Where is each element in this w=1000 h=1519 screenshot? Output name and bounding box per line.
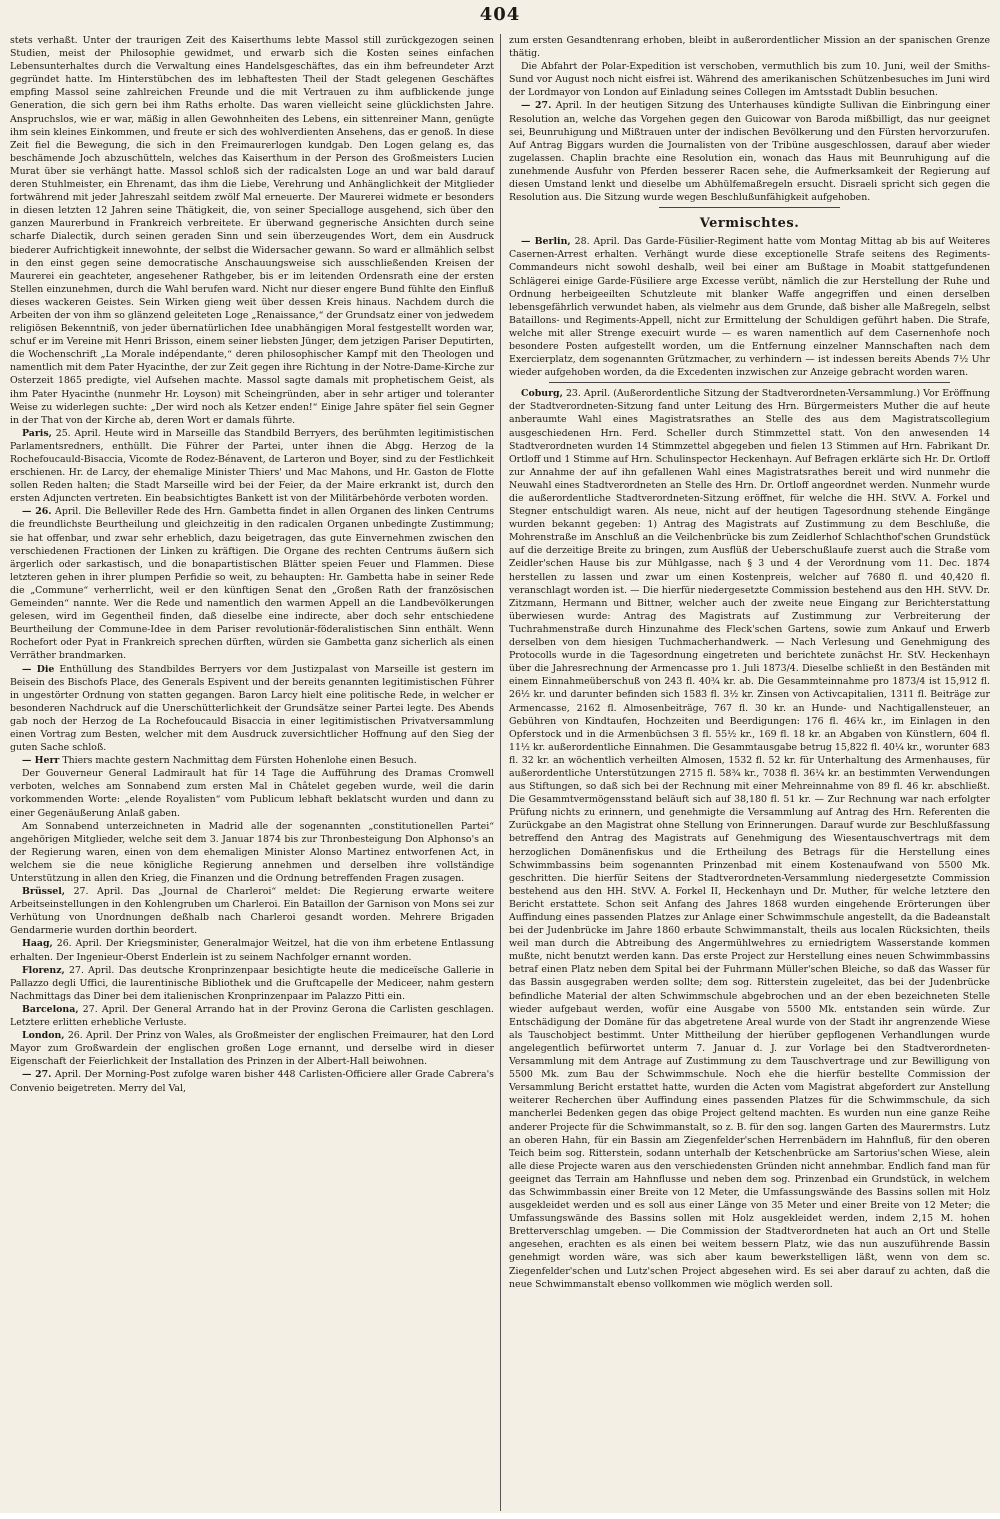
- paragraph-text: 27. April. Der General Arrando hat in der Provinz Gerona die Carlisten geschlagen. Letztere erlitten erhebliche Verluste.: [10, 1003, 494, 1029]
- dateline: Coburg,: [521, 388, 563, 400]
- divider: [549, 382, 950, 383]
- paragraph-text: 28. April. Das Garde-Füsilier-Regiment hatte vom Montag Mittag ab bis auf Weiteres Casernen-Arrest erhalten. Verhängt wurde diese exceptionelle Strafe seitens des Regiments-Commandeurs nicht sowohl deshalb, weil bei einer am Bußtage in Moabit stattgefundenen Schlägerei einige Garde-Füsiliere arge Excesse verübt, nämlich die zur Herstellung der Ruhe und Ordnung herbeigeeilten Schutzleute mit blanker Waffe angegriffen und einen derselben lebensgefährlich verwundet haben, als vielmehr aus dem Grunde, daß bisher alle Maßregeln, selbst Bataillons- und Regiments-Appell, nicht zur Ermittelung der Schuldigen geführt haben. Die Strafe, welche mit aller Strenge execuirt wurde — es waren namentlich auf dem Casernenhofe noch besondere Posten aufgestellt worden, um die Entfernung einzelner Mannschaften nach dem Exercierplatz, dem sogenannten Grützmacher, zu verhindern — ist indessen bereits Abends 7½ Uhr wieder aufgehoben worden, da die Excedenten inzwischen zur Anzeige gebracht worden waren.: [509, 236, 990, 379]
- dateline: — Berlin,: [521, 236, 571, 248]
- misc-section: [509, 235, 990, 379]
- paragraph-text: Thiers machte gestern Nachmittag dem Fürsten Hohenlohe einen Besuch.: [59, 755, 417, 767]
- paragraph-text: April. Die Belleviller Rede des Hrn. Gambetta findet in allen Organen des linken Centrums die freundlichste Beurtheilung und gleichzeitig in den radicalen Organen unbedingte Zustimmung; sie hat offenbar, und zwar sehr erheblich, dazu beigetragen, das gute Einvernehmen zwischen den verschiedenen Fractionen der Linken zu kräftigen. Die Organe des rechten Centrums äußern sich ärgerlich oder sarkastisch, und die bonapartistischen Blätter speien Feuer und Flammen. Diese letzteren gehen in ihrer plumpen Perfidie so weit, zu behaupten: Hr. Gambetta habe in seiner Rede die „Commune“ verherrlicht, weil er den künftigen Senat den „Großen Rath der französischen Gemeinden“ nannte. Wer die Rede und namentlich den warmen Appell an die Landbevölkerungen gelesen, wird im Gegentheil finden, daß dieselbe eine indirecte, aber doch sehr entschiedene Beurtheilung der Commune-Idee in dem Pariser revolutionär-föderalistischen Sinn enthält. Wenn Rochefort oder Pyat in Frankreich sprechen dürften, würden sie Gambetta ganz sicherlich als einen Verräther brandmarken.: [10, 506, 495, 662]
- dateline: London,: [22, 1030, 65, 1042]
- section-title: Vermischtes.: [699, 216, 800, 232]
- paragraph-text: Die Abfahrt der Polar-Expedition ist verschoben, vermuthlich bis zum 10. Juni, weil der Smiths-Sund vor August noch nicht eisfrei ist. Während des amerikanischen Schützenbesuches im Juni wird der Lordmayor von London auf Einladung seines Collegen im Amtsstadt Dublin besuchen.: [509, 61, 990, 99]
- paragraph-text: 27. April. Das „Journal de Charleroi“ meldet: Die Regierung erwarte weitere Arbeitseinstellungen in den Kohlengruben um Charleroi. Ein Bataillon der Garnison von Mons sei zur Verhütung von Unordnungen deßhalb nach Charleroi gesandt worden. Mehrere Brigaden Gendarmerie wurden dorthin beordert.: [10, 886, 494, 937]
- paragraph-text: Der Gouverneur General Ladmirault hat für 14 Tage die Aufführung des Dramas Cromwell verboten, welches am Sonnabend zum ersten Mal in Châtelet gegeben wurde, weil die darin vorkommenden Worte: „elende Royalisten“ vom Publicum lebhaft beklatscht wurden und dann zu einer Gegenäußerung Anlaß gaben.: [10, 768, 494, 819]
- page-number: 404: [479, 4, 521, 25]
- paragraph-text: Enthüllung des Standbildes Berryers vor dem Justizpalast von Marseille ist gestern im Beisein des Bischofs Place, des Generals Espivent und der bereits genannten legitimistischen Führer in ungestörter Ordnung von statten gegangen. Baron Larcy hielt eine politische Rede, in welcher er besonderen Nachdruck auf die Unerschütterlichkeit der Grundsätze seiner Partei legte. Des Abends gab noch der Herzog de La Rochefoucauld Bisaccia in einer legitimistischen Privatversammlung einen Vortrag zum Besten, welcher mit dem Ausdruck zuversichtlicher Hoffnung auf den Sieg der guten Sache schloß.: [10, 663, 495, 754]
- paragraph-text: zum ersten Gesandtenrang erhoben, bleibt in außerordentlicher Mission an der spanischen Grenze thätig.: [509, 35, 990, 60]
- paragraph-text: stets verhaßt. Unter der traurigen Zeit des Kaiserthums lebte Massol still zurückgezogen seinen Studien, meist der Philosophie gewidmet, und erwarb sich die Kosten seines einfachen Lebensunterhaltes durch die Verwaltung eines Handelsgeschäftes, das ein ihm befreundeter Arzt gegründet hatte. Im Hinterstübchen des im lebhaftesten Theil der Stadt gelegenen Geschäftes empfing Massol seine zahlreichen Freunde und die mit Vertrauen zu ihm aufblickende junge Generation, die sich gern bei ihm Raths erholte. Das waren vielleicht seine glücklichsten Jahre. Anspruchslos, wie er war, mäßig in allen Gewohnheiten des Lebens, ein sittenreiner Mann, genügte ihm sein kleines Einkommen, und freute er sich des wohlverdienten Ansehens, das er genoß. In diese Zeit fiel die Bewegung, die sich in den Freimaurerlogen kundgab. Den Logen gelang es, das beschämende Joch abzuschütteln, welches das Kaiserthum in der Person des Großmeisters Lucien Murat über sie verhängt hatte. Massol schloß sich der radicalsten Loge an und war bald darauf deren Stuhlmeister, ein Ehrenamt, das ihm die Liebe, Verehrung und Anhänglichkeit der Mitglieder fortwährend mit jeder Jahreszahl seitdem zwölf Mal erneuerte. Der Maurerei widmete er besonders in diesen letzten 12 Jahren seine Thätigkeit, die, von seiner Specialloge ausgehend, sich über den ganzen Maurerbund in Frankreich verbreitete. Er überwand gegnerische Ansichten durch seine scharfe Dialectik, durch seinen geraden Sinn und sein überzeugendes Wort, dem ein Ausdruck biederer Aufrichtigkeit innewohnte, der selbst die Widersacher gewann. So ward er allmählich selbst in den einst gegen seine democratische Anschauungsweise sich ausschließenden Kreisen der Maurerei ein geachteter, angesehener Rathgeber, bis er im leitenden Ordensrath eine der ersten Stellen einzunehmen, durch die Wahl berufen ward. Nicht nur dieser engere Bund fühlte den Einfluß dieses wackeren Geistes. Sein Wirken gieng weit über dessen Kreis hinaus. Nachdem durch die Arbeiten der von ihm so glänzend geleiteten Loge „Renaissance,“ der Grundsatz einer von jedwedem religiösen Bekenntniß, von jeder übernatürlichen Idee unabhängigen Moral festgestellt worden war, schuf er im Vereine mit Henri Brisson, einem seiner liebsten Jünger, dem jetzigen Pariser Deputirten, die Wochenschrift „La Morale indépendante,“ deren philosophischer Kampf mit den Theologen und namentlich mit dem Pater Hyacinthe, der zur Zeit gegen ihre Richtung in der Notre-Dame-Kirche zur Osterzeit 1865 predigte, viel Aufsehen machte. Massol sagte damals mit prophetischem Geist, als ihm Pater Hyacinthe (nunmehr Hr. Loyson) mit Scheingründen, aber in sehr artiger und toleranter Weise zu widerlegen suchte: „Der wird noch als Ketzer enden!“ Einige Jahre später fiel sein Gegner in der That von der Kirche ab, deren Wort er damals führte.: [10, 35, 494, 426]
- article-paragraph: [509, 60, 990, 99]
- dateline: Paris,: [22, 427, 52, 439]
- article-paragraph: [509, 235, 990, 379]
- article-paragraph: [10, 1068, 494, 1094]
- dateline: Barcelona,: [22, 1003, 79, 1015]
- article-paragraph: [10, 505, 494, 662]
- divider: [659, 207, 840, 208]
- paragraph-text: 26. April. Der Kriegsminister, Generalmajor Weitzel, hat die von ihm erbetene Entlassung erhalten. Der Ingenieur-Oberst Enderlein ist zu seinem Nachfolger ernannt worden.: [10, 938, 494, 963]
- dateline: Brüssel,: [22, 886, 66, 898]
- dateline: — Die: [22, 663, 55, 675]
- dateline: Haag,: [22, 938, 53, 950]
- article-paragraph: [509, 99, 990, 204]
- dateline: — 27.: [521, 100, 552, 112]
- coburg-section: [509, 387, 990, 1290]
- paragraph-text: 23. April. (Außerordentliche Sitzung der Stadtverordneten-Versammlung.) Vor Eröffnung der Stadtverordneten-Sitzung fand unter Leitung des Hrn. Bürgermeisters Muther die auf heute anberaumte Wahl eines Magistratsrathes an Stelle des aus dem Magistratscollegium ausgeschiedenen Hrn. Ferd. Scheller durch Stimmzettel statt. Von den anwesenden 14 Stadtverordneten wurden 14 Stimmzettel abgegeben und fielen 13 Stimmen auf Hrn. Fabrikant Dr. Ortloff und 1 Stimme auf Hrn. Schulinspector Heckenhayn. Auf Befragen erklärte sich Hr. Dr. Ortloff zur Annahme der auf ihn gefallenen Wahl eines Magistratsrathes bereit und wird nunmehr die Neuwahl eines Stadtverordneten an Stelle des Hrn. Dr. Ortloff angeordnet werden. Nunmehr wurde die außerordentliche Stadtverordneten-Sitzung eröffnet, für welche die HH. StVV. A. Forkel und Stegner entschuldigt waren. Als neue, nicht auf der heutigen Tagesordnung stehende Eingänge wurden bekannt gegeben: 1) Antrag des Magistrats auf Zustimmung zu dem Beschluße, die Mohrenstraße im Anschluß an die Veilchenbrücke bis zum Zeidlerhof Schlachthof'schen Grundstück auf die derzeitige Breite zu bringen, zum Ausflüß der Ueberschußlaufe zuerst auch die Straße vom Zeidler'schen Hause bis zur Mühlgasse, nach § 3 und 4 der Verordnung vom 11. Dec. 1874 herstellen zu lassen und zwar um einen Kostenpreis, welcher auf 7680 fl. und 40,420 fl. veranschlagt worden ist. — Die hierfür niedergesetzte Commission bestehend aus den HH. StVV. Dr. Zitzmann, Hermann und Bittner, welcher auch der zweite neue Eingang zur Berichterstattung überwiesen wurde: Antrag des Magistrats auf Zustimmung zur Verbreiterung der Tuchrahmenstraße durch Hinzunahme des Fleck'schen Gartens, sowie zum Ankauf und Erwerb derselben von dem hiesigen Tuchmacherhandwerk. — Nach Verlesung und Genehmigung des Protocolls wurde in die Tagesordnung eingetreten und berichtete zunächst Hr. StV. Heckenhayn über die Jahresrechnung der Armencasse pro 1. Juli 1873/4. Dieselbe schließt in den Beständen mit einem Einnahmeüberschuß von 243 fl. 40¾ kr. ab. Die Gesammteinnahme pro 1873/4 ist 15,912 fl. 26½ kr. und darunter befinden sich 1583 fl. 3½ kr. Zinsen von Activcapitalien, 1311 fl. Beiträge zur Armencasse, 2162 fl. Almosenbeiträge, 767 fl. 30 kr. an Hunde- und Nachtigallensteuer, an Gebühren von Kindtaufen, Hochzeiten und Beerdigungen: 176 fl. 46¼ kr., im Einlagen in den Opferstock und in die Armenbüchsen 3 fl. 55½ kr., 169 fl. 18 kr. an Abgaben von Künstlern, 604 fl. 11½ kr. außerordentliche Einnahmen. Die Gesammtausgabe betrug 15,822 fl. 40¼ kr., worunter 683 fl. 32 kr. an wöchentlich verheilten Almosen, 1532 fl. 52 kr. für Unterhaltung des Armenhauses, für außerordentliche Unterstützungen 2715 fl. 58¾ kr., 7038 fl. 36¼ kr. an bestimmten Verwendungen aus Stiftungen, so daß sich bei der Rechnung mit einer Mehreinnahme von 89 fl. 46 kr. abschließt. Die Gesammtvermögensstand beläuft sich auf 38,180 fl. 51 kr. — Zur Rechnung war nach erfolgter Prüfung nichts zu erinnern, und genehmigte die Versammlung auf Antrag des Hrn. Referenten die Zurückgabe an den Magistrat ohne Stellung von Erinnerungen. Darauf wurde zur Beschlußfassung betreffend den Antrag des Magistrats auf Genehmigung des Wiesentauschvertrags mit dem herzoglichen Domänenfiskus und die Ertheilung des Betrags für die Herstellung eines Schwimmbassins beim sogenannten Prinzenbad mit einem Kostenaufwand von 5500 Mk. geschritten. Die hierfür Seitens der Stadtverordneten-Versammlung niedergesetzte Commission bestehend aus den HH. StVV. A. Forkel II, Heckenhayn und Dr. Muther, für welche letztere den Bericht erstattete. Schon seit Anfang des Jahres 1868 wurden eingehende Erörterungen über Auffindung eines passenden Platzes zur Anlage einer Schwimmschule angestellt, da die Badeanstalt bei der Judenbrücke im Jahre 1860 erbaute Schwimmanstalt, theils aus localen Rücksichten, theils weil man durch die Abtreibung des Angermühlwehres zu erniedrigtem Wasserstande kommen mußte, nicht benutzt werden kann. Das erste Project zur Herstellung eines neuen Schwimmbassins betraf einen Platz neben dem Spital bei der Fuhrmann Müller'schen Bleiche, so daß das Wasser für das Bassin ausgegraben werden sollte; dem sog. Ritterstein zugeleitet, das bei der Judenbrücke befindliche Material der alten Schwimmschule abgebrochen und an der eben bezeichneten Stelle wieder aufgebaut werden, wofür eine Ausgabe von 5500 Mk. entstanden sein würde. Zur Entschädigung der Domäne für das abgetretene Areal wurde von der Stadt ihr angrenzende Wiese als Tauschobject bestimmt. Unter Mittheilung der hierüber gepflogenen Verhandlungen wurde angelegentlich befürwortet unterm 7. Januar d. J. zur Vorlage bei den Stadtverordneten-Versammlung mit dem Antrage auf Zustimmung zu dem Tauschvertrage und zur Bewilligung von 5500 Mk. zum Bau der Schwimmschule. Noch ehe die hierfür bestellte Commission der Versammlung Bericht erstattet hatte, wurden die Acten vom Magistrat abgefordert zur Anstellung weiterer Recherchen über Auffindung eines passenden Platzes für die Schwimmschule, da sich mancherlei Bedenken gegen das obige Project geltend machten. Es wurden nun eine ganze Reihe anderer Projecte für die Schwimmanstalt, so z. B. für den sog. langen Garten des Maurermstrs. Lutz an oberen Hahn, für ein Bassin am Ziegenfelder'schen Herrenbädern im Hahnfluß, für den oberen Teich beim sog. Ritterstein, sodann unterhalb der Ketschenbrücke am Sartorius'schen Wiese, alein alle diese Projecte waren aus den verschiedensten Gründen nicht annehmbar. Endlich fand man für geeignet das Terrain am Hahnflusse und neben dem sog. Prinzenbad ein Grundstück, in welchem das Schwimmbassin einer Breite von 12 Meter, die Umfassungswände des Bassins sollen mit Holz ausgekleidet werden und es soll aus einer Länge von 35 Meter und einer Breite von 12 Meter; die Umfassungswände des Bassins sollen mit Holz ausgekleidet werden, indem 2,15 M. hohen Bretterverschlag umgeben. — Die Commission der Stadtverordneten hat auch an Ort und Stelle angesehen, erachten es als einen bei weitem bessern Platz, wie das nun auszuführende Bassin genehmigt worden wäre, was sich aber kaum bewerkstelligen läßt, wenn von dem sc. Ziegenfelder'schen und Lutz'schen Project abgesehen wird. Es sei aber darauf zu achten, daß die neue Schwimmanstalt ebenso vollkommen wie möglich werden soll.: [509, 388, 990, 1290]
- article-paragraph: [10, 964, 494, 1003]
- paragraph-text: April. In der heutigen Sitzung des Unterhauses kündigte Sullivan die Einbringung einer Resolution an, welche das Vorgehen gegen den Guicowar von Baroda mißbilligt, das nur geeignet sei, Beunruhigung und Mißtrauen unter der indischen Bevölkerung und den Fürsten hervorzurufen. Auf Antrag Biggars wurden die Journalisten von der Tribüne ausgeschlossen, darauf aber wieder zugelassen. Chaplin brachte eine Resolution ein, wonach das Haus mit Beunruhigung auf die zunehmende Ausfuhr von Pferden besserer Racen sehe, die Aufmerksamkeit der Regierung auf diesen Umstand lenkt und dieselbe um Abhülfemaßregeln ersucht. Disraeli spricht sich gegen die Resolution aus. Die Sitzung wurde wegen Beschlußunfähigkeit aufgehoben.: [509, 100, 990, 204]
- article-paragraph: [10, 34, 494, 427]
- dateline: — Herr: [22, 755, 60, 767]
- article-paragraph: [10, 820, 494, 885]
- article-paragraph: [10, 767, 494, 819]
- article-paragraph: [10, 754, 494, 767]
- article-paragraph: [10, 1003, 494, 1029]
- paragraph-text: Am Sonnabend unterzeichneten in Madrid alle der sogenannten „constitutionellen Partei“ angehörigen Mitglieder, welche seit dem 3. Januar 1874 bis zur Thronbesteigung Don Alphonso's an der Regierung waren, einen von dem ehemaligen Minister Alonso Martinez entworfenen Act, in welchem sie die neue königliche Regierung annehmen und derselben ihre vollständige Unterstützung in allen den Krieg, die Finanzen und die Ordnung betreffenden Fragen zusagen.: [10, 820, 494, 884]
- article-paragraph: [10, 937, 494, 963]
- article-paragraph: [10, 427, 494, 506]
- paragraph-text: 27. April. Das deutsche Kronprinzenpaar besichtigte heute die mediceïsche Gallerie in Pallazzo degli Uffici, die laurentinische Bibliothek und die Gruftcapelle der Mediceer, nahm gestern Nachmittags das Diner bei dem italienischen Kronprinzenpaar im Palazzo Pitti ein.: [10, 964, 494, 1002]
- article-paragraph: [10, 885, 494, 937]
- article-paragraph: [10, 1029, 494, 1068]
- right-column: [500, 34, 990, 1511]
- paragraph-text: April. Der Morning-Post zufolge waren bisher 448 Carlisten-Officiere aller Grade Cabrera's Convenio beigetreten. Merry del Val,: [10, 1069, 494, 1094]
- right-column-top: [509, 34, 990, 204]
- dateline: — 26.: [22, 506, 52, 518]
- left-column: [10, 34, 500, 1511]
- dateline: Florenz,: [22, 964, 65, 976]
- paragraph-text: 25. April. Heute wird in Marseille das Standbild Berryers, des berühmten legitimistischen Parlamentsredners, enthüllt. Die Führer der Partei, unter ihnen die Abgg. Herzog de la Rochefoucauld-Bisaccia, Vicomte de Rodez-Bénavent, de Larteron und Boyer, sind zu der Festlichkeit erschienen. Hr. de Larcy, der ehemalige Minister Thiers' und Mac Mahons, und Hr. Gaston de Flotte sollen Reden halten; die Stadt Marseille wird bei der Feier, da der Maire erkrankt ist, durch den ersten Adjuncten vertreten. Ein beabsichtigtes Bankett ist von der Militärbehörde verboten worden.: [10, 427, 494, 505]
- paragraph-text: 26. April. Der Prinz von Wales, als Großmeister der englischen Freimaurer, hat den Lord Mayor zum Großwardein der englischen großen Loge ernannt, und derselbe wird in dieser Eigenschaft der Feierlichkeit der Installation des Prinzen in der Albert-Hall beiwohnen.: [10, 1030, 494, 1068]
- article-paragraph: [509, 34, 990, 60]
- page-bottom-edge: [0, 1513, 1000, 1519]
- columns: [10, 34, 990, 1511]
- article-paragraph: [10, 663, 494, 755]
- dateline: — 27.: [22, 1069, 52, 1081]
- article-paragraph: [509, 387, 990, 1290]
